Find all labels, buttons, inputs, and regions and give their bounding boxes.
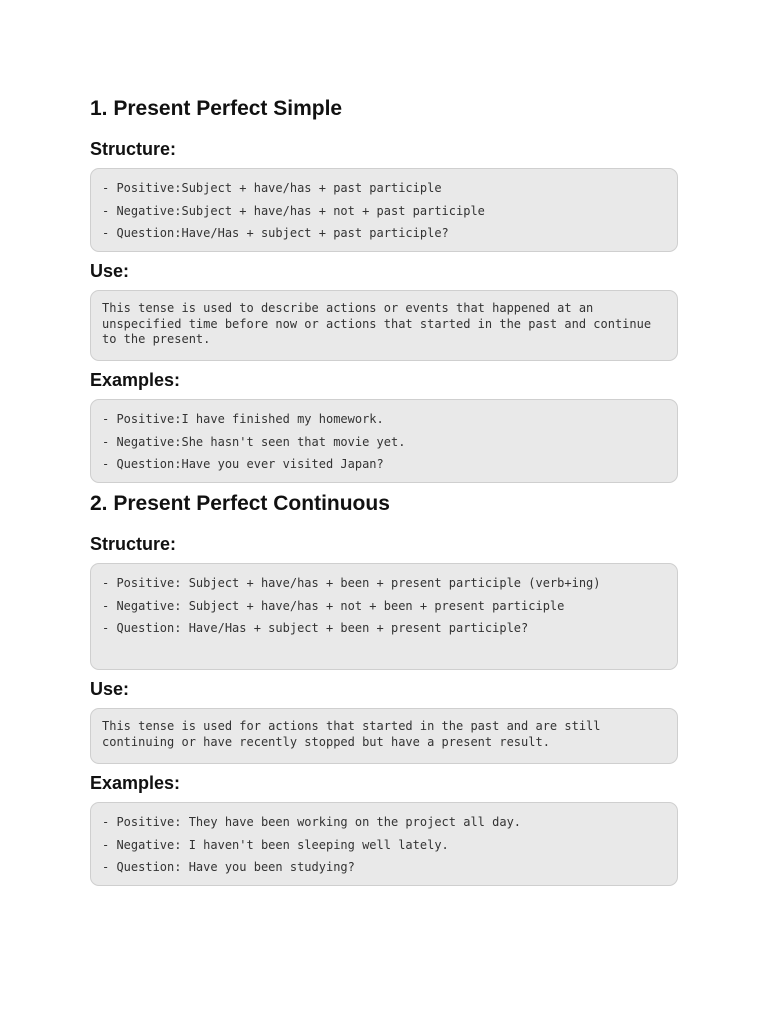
examples-box — [90, 802, 678, 886]
structure-line: - Positive: Subject + have/has + been + present participle (verb+ing) — [102, 576, 601, 590]
use-text: This tense is used to describe actions or events that happened at an unspecified time before now or actions that started in the past and continue to the present. — [102, 301, 652, 346]
use-text: This tense is used for actions that started in the past and are still continuing or have recently stopped but have a present result. — [102, 719, 601, 749]
section-title: 1. Present Perfect Simple — [90, 97, 343, 120]
use-box — [90, 708, 678, 764]
section-title: 2. Present Perfect Continuous — [90, 492, 390, 515]
example-line: - Question: Have you been studying? — [102, 860, 355, 874]
structure-heading: Structure: — [90, 139, 177, 159]
use-heading: Use: — [90, 679, 130, 699]
use-box — [90, 290, 678, 361]
structure-line: - Question: Have/Has + subject + been + present participle? — [102, 621, 529, 635]
example-line: - Positive: They have been working on the project all day. — [102, 815, 522, 829]
structure-box — [90, 563, 678, 670]
document-page — [90, 94, 678, 886]
example-line: - Positive:I have finished my homework. — [102, 412, 384, 426]
example-line: - Question:Have you ever visited Japan? — [102, 457, 384, 471]
examples-heading: Examples: — [90, 773, 181, 793]
examples-box — [90, 399, 678, 483]
example-line: - Negative:She hasn't seen that movie yet. — [102, 434, 406, 449]
structure-line: - Question:Have/Has + subject + past participle? — [102, 226, 449, 240]
structure-heading: Structure: — [90, 534, 177, 554]
structure-box — [90, 168, 678, 252]
use-heading: Use: — [90, 261, 130, 281]
example-line: - Negative: I haven't been sleeping well lately. — [102, 837, 449, 852]
structure-line: - Negative:Subject + have/has + not + past participle — [102, 203, 485, 218]
structure-line: - Positive:Subject + have/has + past participle — [102, 181, 442, 195]
structure-line: - Negative: Subject + have/has + not + been + present participle — [102, 598, 565, 613]
examples-heading: Examples: — [90, 370, 181, 390]
